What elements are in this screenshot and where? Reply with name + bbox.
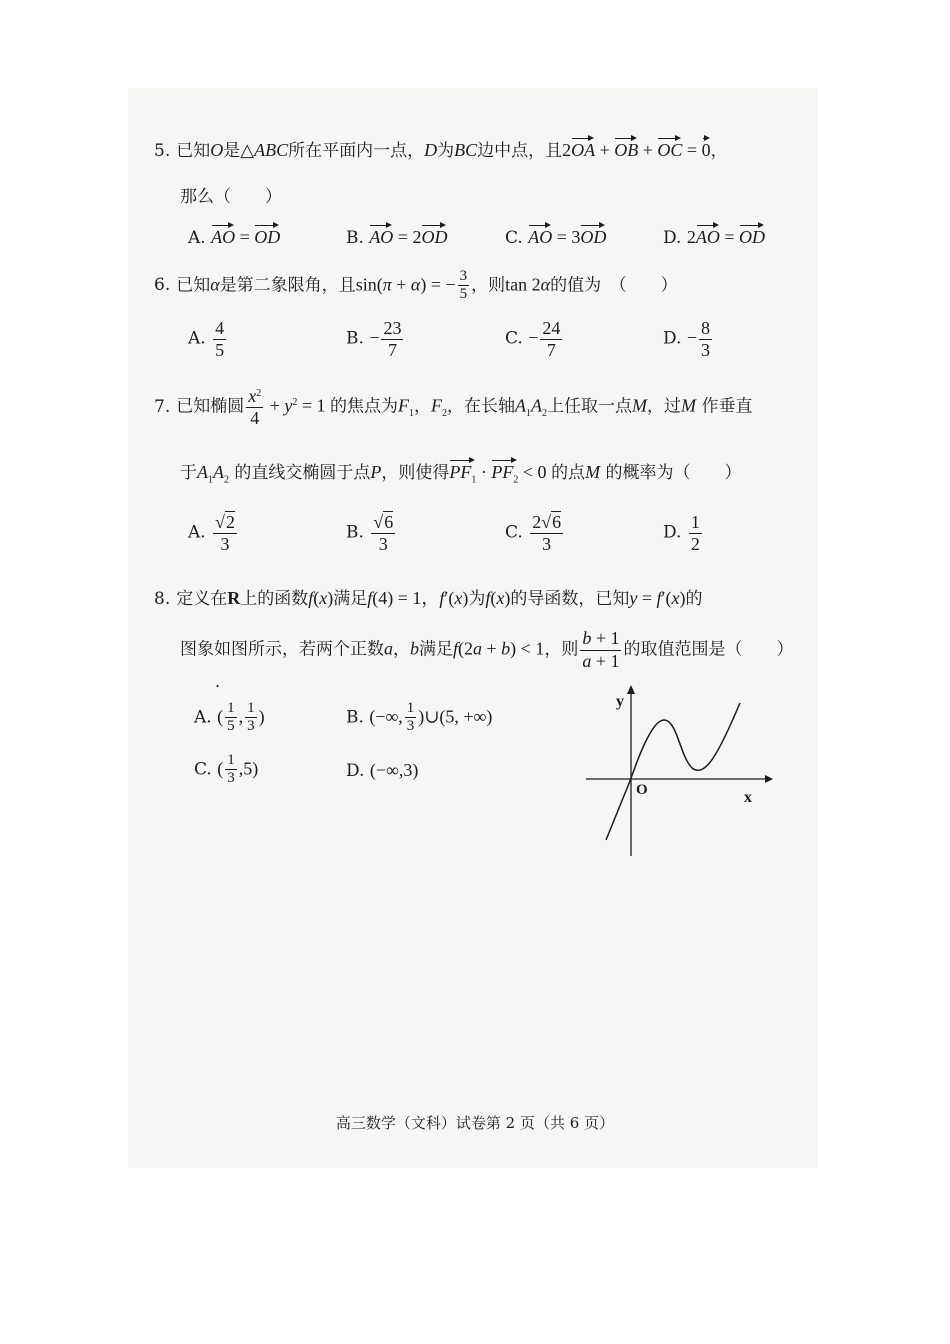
- derivative-graph: [580, 680, 780, 870]
- x-axis-arrow-icon: [765, 775, 773, 783]
- q5-option-a[interactable]: A. AO = OD: [188, 227, 281, 248]
- derivative-curve: [606, 703, 740, 840]
- q7-option-d[interactable]: D. $\frac{1}{2}$: [663, 512, 700, 554]
- q7-option-b[interactable]: B. $\frac{√6}{3}$: [346, 512, 394, 554]
- question-8-line-2: 图象如图所示，若两个正数a，b满足f(2a + b) < 1，则 $\frac{b + 1}{a + 1}$ 的取值范围是（ ）: [180, 628, 794, 671]
- y-axis-arrow-icon: [627, 685, 635, 694]
- question-7-line-1: 7. 已知椭圆 $\frac{x^2}{4}$ + $y^2 = 1$ 的焦点为$F_1$，$F_2$，在长轴$A_1A_2$上任取一点M，过M 作垂直: [154, 386, 753, 428]
- q8-option-b[interactable]: B. (−∞, $\frac{1}{3}$ )∪(5, +∞): [346, 700, 493, 735]
- q6-option-c[interactable]: C. − $\frac{24}{7}$: [505, 318, 561, 360]
- q5-option-b[interactable]: B. AO = 2OD: [346, 227, 448, 248]
- q5-option-c[interactable]: C. AO = 3OD: [505, 227, 607, 248]
- origin-label: O: [636, 782, 648, 798]
- q7-option-a[interactable]: A. $\frac{√2}{3}$: [188, 512, 235, 554]
- question-8-line-1: 8. 定义在R上的函数f(x)满足f(4) = 1，f′(x)为f(x)的导函数，已知y = f′(x)的: [154, 588, 703, 609]
- question-7-line-2: 于$A_1A_2$ 的直线交椭圆于点P，则使得$PF_1 \cdot PF_2 < 0$ 的点M 的概率为（ ）: [180, 462, 742, 486]
- question-5-line-1: 5. 已知O是△ABC所在平面内一点，D为BC边中点，且2OA + OB + OC = 0，: [154, 140, 728, 161]
- q8-option-c[interactable]: C. ( $\frac{1}{3}$ ,5): [194, 752, 259, 787]
- q6-option-a[interactable]: A. $\frac{4}{5}$: [188, 318, 225, 360]
- q6-option-b[interactable]: B. − $\frac{23}{7}$: [346, 318, 402, 360]
- q8-option-a[interactable]: A. ( $\frac{1}{5}$ , $\frac{1}{3}$ ): [194, 700, 265, 735]
- question-6-line: 6. 已知α是第二象限角，且sin(π + α) = − $\frac{3}{5}$ ，则tan 2α的值为 （ ）: [154, 268, 678, 303]
- question-5-line-2: 那么（ ）: [180, 187, 282, 207]
- q5-option-d[interactable]: D. 2AO = OD: [663, 227, 765, 248]
- y-axis-label: y: [616, 693, 624, 710]
- q7-option-c[interactable]: C. $\frac{2√6}{3}$: [505, 512, 562, 554]
- page-footer: 高三数学（文科）试卷第 2 页（共 6 页）: [335, 1114, 615, 1132]
- x-axis-label: x: [744, 789, 752, 806]
- stray-dot: .: [215, 672, 221, 691]
- q6-option-d[interactable]: D. − $\frac{8}{3}$: [663, 318, 710, 360]
- q8-option-d[interactable]: D. (−∞,3): [346, 760, 419, 781]
